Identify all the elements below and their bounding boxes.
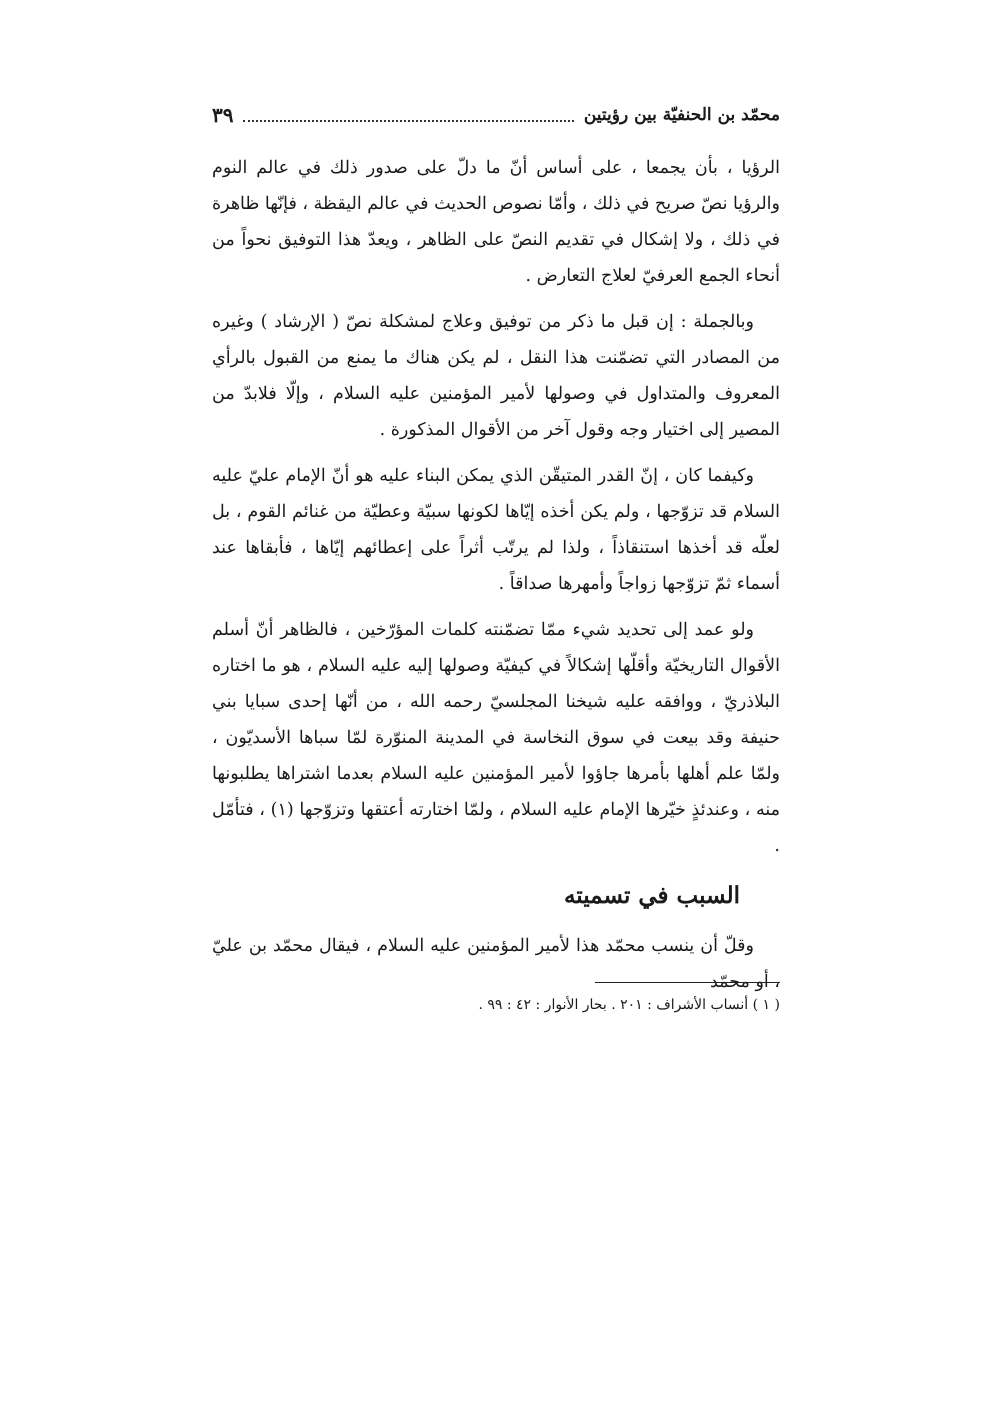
paragraph: وكيفما كان ، إنّ القدر المتيقّن الذي يمكن البناء عليه هو أنّ الإمام عليّ عليه السلام قد تزوّجها ، ولم يكن أخذه إيّاها لكونها سبيّة وعطيّة من غنائم القوم ، بل لعلّه قد أخذها استنقاذاً ، ولذا لم يرتّب أثراً على إعطائهم إيّاها ، فأبقاها عند أسماء ثمّ تزوّجها زواجاً وأمهرها صداقاً . bbox=[212, 466, 780, 594]
paragraph: ولو عمد إلى تحديد شيء ممّا تضمّنته كلمات المؤرّخين ، فالظاهر أنّ أسلم الأقوال التاريخيّة وأقلّها إشكالاً في كيفيّة وصولها إليه عليه السلام ، هو ما اختاره البلاذريّ ، ووافقه عليه شيخنا المجلسيّ رحمه الله ، من أنّها إحدى سبايا بني حنيفة وقد بيعت في سوق النخاسة في المدينة المنوّرة لمّا سباها الأسديّون ، ولمّا علم أهلها بأمرها جاؤوا لأمير المؤمنين عليه السلام بعدما اشتراها يطلبونها منه ، وعندئذٍ خيّرها الإمام عليه السلام ، ولمّا اختارته أعتقها وتزوّجها (١) ، فتأمّل . bbox=[212, 620, 780, 856]
paragraph: الرؤيا ، بأن يجمعا ، على أساس أنّ ما دلّ على صدور ذلك في عالم النوم والرؤيا نصّ صريح في ذلك ، وأمّا نصوص الحديث في عالم اليقظة ، فإنّها ظاهرة في ذلك ، ولا إشكال في تقديم النصّ على الظاهر ، ويعدّ هذا التوفيق نحواً من أنحاء الجمع العرفيّ لعلاج التعارض . bbox=[212, 158, 780, 286]
footnote: ( ١ ) أنساب الأشراف : ٢٠١ . بحار الأنوار : ٤٢ : ٩٩ . bbox=[478, 997, 780, 1013]
footnote-divider bbox=[595, 982, 780, 983]
paragraph: وقلّ أن ينسب محمّد هذا لأمير المؤمنين عليه السلام ، فيقال محمّد بن عليّ ، أو محمّد bbox=[212, 936, 780, 992]
dotted-leader bbox=[243, 120, 573, 122]
running-header-title: محمّد بن الحنفيّة بين رؤيتين bbox=[583, 105, 780, 125]
section-heading: السبب في تسميته bbox=[563, 882, 740, 909]
main-text bbox=[212, 150, 780, 1010]
page-number: ٣٩ bbox=[212, 103, 234, 127]
running-header bbox=[212, 100, 780, 130]
paragraph: وبالجملة : إن قبل ما ذكر من توفيق وعلاج لمشكلة نصّ ( الإرشاد ) وغيره من المصادر التي تضمّنت هذا النقل ، لم يكن هناك ما يمنع من القبول بالرأي المعروف والمتداول في وصولها لأمير المؤمنين عليه السلام ، وإلّا فلابدّ من المصير إلى اختيار وجه وقول آخر من الأقوال المذكورة . bbox=[212, 312, 780, 440]
